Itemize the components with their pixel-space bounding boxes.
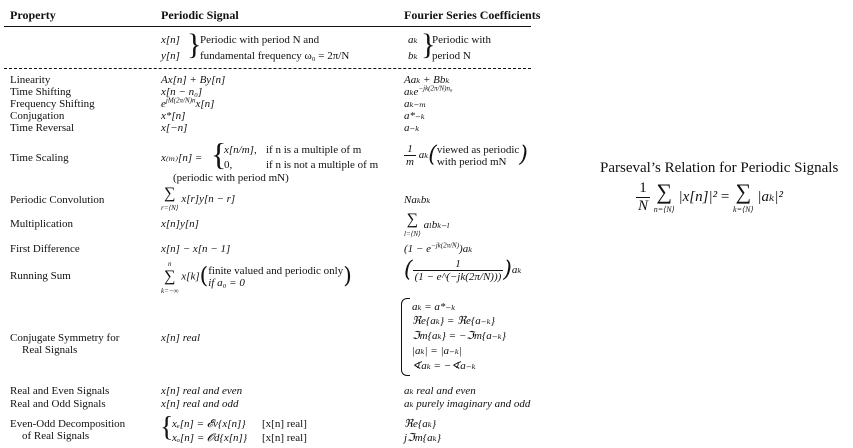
prop-periodic-convolution: Periodic Convolution <box>10 194 105 206</box>
sig-time-scaling-cond1: if n is a multiple of m <box>266 144 362 156</box>
intro-coef-a: aₖ <box>408 34 418 46</box>
prop-time-scaling: Time Scaling <box>10 152 69 164</box>
sig-time-scaling-note: (periodic with period mN) <box>173 172 289 184</box>
coef-time-scaling: $\frac{1}{m}$ aₖ( viewed as periodic with period mN ) <box>406 142 528 168</box>
coef-frequency-shifting: aₖ₋ₘ <box>404 98 427 110</box>
intro-coef-b: bₖ <box>408 50 418 62</box>
prop-time-shifting: Time Shifting <box>10 86 72 98</box>
coef-conj-sym-2: ℜe{aₖ} = ℜe{a₋ₖ} <box>412 315 496 327</box>
coef-odd-part: jℑm{aₖ} <box>404 432 441 444</box>
header-fourier-coefficients: Fourier Series Coefficients <box>404 8 541 22</box>
sig-conjugation: x*[n] <box>161 110 186 122</box>
coef-linearity: Aaₖ + Bbₖ <box>404 74 450 86</box>
sig-multiplication: x[n]y[n] <box>161 218 199 230</box>
intro-dashed-rule <box>4 68 531 69</box>
header-property: Property <box>10 8 56 22</box>
even-odd-brace: { <box>160 412 174 443</box>
coef-time-reversal: a₋ₖ <box>404 122 420 134</box>
prop-real-even: Real and Even Signals <box>10 385 110 397</box>
sig-periodic-convolution: ∑ r=⟨N⟩ x[r]y[n − r] <box>161 185 236 212</box>
prop-conjugate-symmetry-line2: Real Signals <box>22 344 78 356</box>
parseval-equation: $\frac{1}{N}$ ∑ n=⟨N⟩ |x[n]|² = ∑ k=⟨N⟩ |aₖ|² <box>638 178 784 214</box>
prop-conjugate-symmetry-line1: Conjugate Symmetry for <box>10 332 120 344</box>
coef-conjugation: a*₋ₖ <box>404 110 425 122</box>
prop-first-difference: First Difference <box>10 243 80 255</box>
header-periodic-signal: Periodic Signal <box>161 8 239 22</box>
coef-even-part: ℜe{aₖ} <box>404 418 437 430</box>
sig-time-reversal: x[−n] <box>161 122 188 134</box>
coef-conj-sym-4: |aₖ| = |a₋ₖ| <box>412 345 462 357</box>
intro-brace: } <box>187 28 202 61</box>
sig-time-scaling-case1: x[n/m], <box>224 144 257 156</box>
intro-coef-desc2: period N <box>432 50 471 62</box>
coef-conj-sym-1: aₖ = a*₋ₖ <box>412 301 456 313</box>
coef-multiplication: ∑ l=⟨N⟩ aₗbₖ₋ₗ <box>404 211 450 238</box>
sig-even-cond: [x[n] real] <box>262 418 307 430</box>
intro-coef-desc1: Periodic with <box>432 34 491 46</box>
prop-multiplication: Multiplication <box>10 218 73 230</box>
prop-even-odd-line1: Even-Odd Decomposition <box>10 418 126 430</box>
coef-real-even: aₖ real and even <box>404 385 476 397</box>
coef-periodic-convolution: Naₖbₖ <box>404 194 431 206</box>
sig-real-odd: x[n] real and odd <box>161 398 239 410</box>
prop-running-sum: Running Sum <box>10 270 71 282</box>
sig-time-shifting: x[n − n₀] <box>161 86 203 98</box>
sig-time-scaling-lhs: x₍ₘ₎[n] = <box>161 152 203 164</box>
coef-conj-sym-5: ∢aₖ = −∢a₋ₖ <box>412 360 476 372</box>
conjugate-symmetry-brace <box>401 298 410 376</box>
prop-even-odd-line2: of Real Signals <box>22 430 90 442</box>
prop-frequency-shifting: Frequency Shifting <box>10 98 95 110</box>
coef-real-odd: aₖ purely imaginary and odd <box>404 398 531 410</box>
intro-desc-line1: Periodic with period N and <box>200 34 320 46</box>
intro-signal-x: x[n] <box>161 34 180 46</box>
coef-first-difference: $(1 - e^{-jk(2\pi/N)})a_k$ <box>404 241 473 255</box>
prop-linearity: Linearity <box>10 74 51 86</box>
coef-time-shifting: aₖe$^{-jk(2\pi/N)n_0}$ <box>404 84 453 98</box>
prop-time-reversal: Time Reversal <box>10 122 75 134</box>
intro-coef-brace: } <box>421 28 436 61</box>
sig-running-sum: n ∑ k=−∞ x[k]( finite valued and periodic only if a₀ = 0 ) <box>161 260 352 295</box>
header-rule <box>4 26 531 27</box>
parseval-title: Parseval’s Relation for Periodic Signals <box>600 160 839 176</box>
sig-odd-cond: [x[n] real] <box>262 432 307 444</box>
coef-conj-sym-3: ℑm{aₖ} = −ℑm{a₋ₖ} <box>412 330 506 342</box>
prop-conjugation: Conjugation <box>10 110 65 122</box>
sig-even-part: xₑ[n] = 𝓔v{x[n]} <box>172 418 246 430</box>
sig-odd-part: xₒ[n] = 𝓞d{x[n]} <box>172 432 248 444</box>
prop-real-odd: Real and Odd Signals <box>10 398 106 410</box>
sig-linearity: Ax[n] + By[n] <box>161 74 226 86</box>
sig-time-scaling-case2: 0, <box>224 159 233 171</box>
sig-frequency-shifting: $e^{jM(2\pi/N)n}x[n]$ <box>161 96 215 110</box>
sig-first-difference: x[n] − x[n − 1] <box>161 243 231 255</box>
intro-signal-y: y[n] <box>161 50 180 62</box>
intro-desc-line2: fundamental frequency ω₀ = 2π/N <box>200 50 350 62</box>
sig-conjugate-symmetry: x[n] real <box>161 332 201 344</box>
sig-time-scaling-cond2: if n is not a multiple of m <box>266 159 379 171</box>
time-scaling-brace: { <box>211 136 227 172</box>
sig-real-even: x[n] real and even <box>161 385 243 397</box>
coef-running-sum: ( $\frac{1}{(1 - e\^{}(-jk(2\pi/N)))}$ )aₖ <box>404 257 522 283</box>
